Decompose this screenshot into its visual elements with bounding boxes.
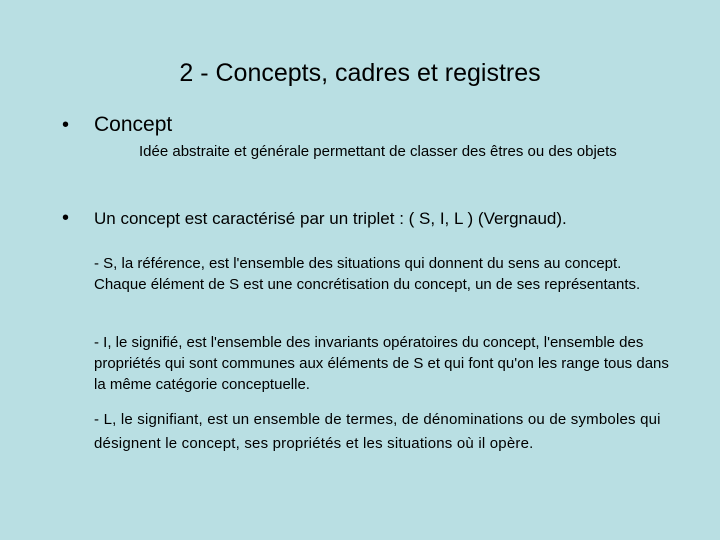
concept-definition: Idée abstraite et générale permettant de classer des êtres ou des objets bbox=[139, 143, 617, 160]
bullet-marker: • bbox=[62, 114, 70, 136]
triplet-item-s: - S, la référence, est l'ensemble des situations qui donnent du sens au concept. Chaque élément de S est une concrétisation du concept, un de ses représentants. bbox=[94, 255, 641, 293]
bullet-triplet-label: Un concept est caractérisé par un triplet : ( S, I, L ) (Vergnaud). bbox=[94, 209, 567, 228]
triplet-item-i: - I, le signifié, est l'ensemble des invariants opératoires du concept, l'ensemble des propriétés qui sont communes aux éléments de S et qui font qu'on les range tous dans la même catégorie conceptuelle. bbox=[94, 334, 669, 393]
bullet-marker: • bbox=[62, 207, 70, 229]
slide-title: 2 - Concepts, cadres et registres bbox=[179, 59, 541, 87]
bullet-concept-label: Concept bbox=[94, 113, 173, 136]
bullet-concept bbox=[62, 112, 172, 138]
bullet-triplet bbox=[62, 206, 567, 232]
triplet-item-l: - L, le signifiant, est un ensemble de termes, de dénominations ou de symboles qui désignent le concept, ses propriétés et les situations où il opère. bbox=[94, 411, 661, 452]
